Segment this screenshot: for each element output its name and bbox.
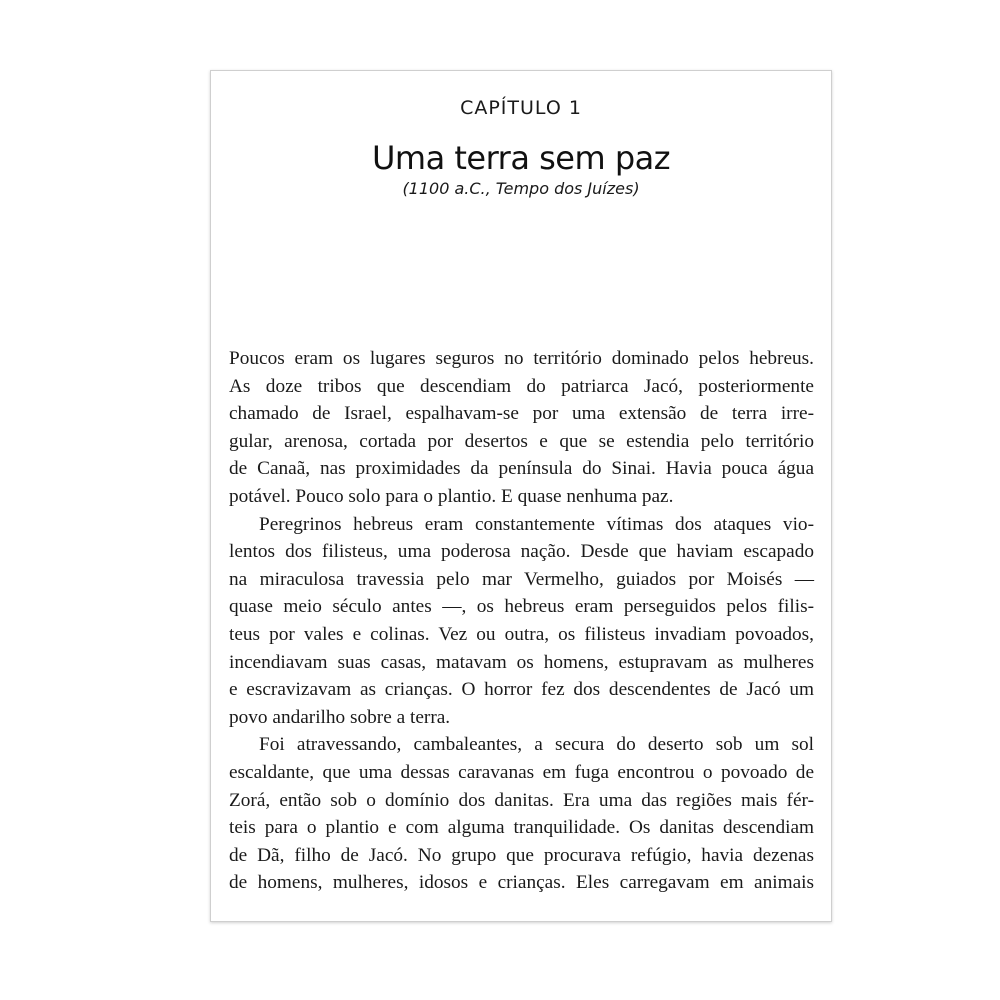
body-line: teus por vales e colinas. Vez ou outra, os filisteus invadiam povoados, — [229, 623, 814, 645]
body-line: potável. Pouco solo para o plantio. E quase nenhuma paz. — [229, 485, 674, 507]
body-line: escaldante, que uma dessas caravanas em fuga encontrou o povoado de — [229, 761, 814, 783]
chapter-subtitle: (1100 a.C., Tempo dos Juízes) — [402, 179, 640, 198]
body-line: Peregrinos hebreus eram constantemente vítimas dos ataques vio- — [259, 513, 814, 535]
body-line: na miraculosa travessia pelo mar Vermelho, guiados por Moisés — — [229, 568, 814, 590]
body-line: chamado de Israel, espalhavam-se por uma extensão de terra irre- — [229, 403, 814, 425]
body-line: incendiavam suas casas, matavam os homens, estupravam as mulheres — [229, 651, 814, 673]
chapter-title: Uma terra sem paz — [371, 139, 671, 177]
chapter-body — [229, 345, 814, 897]
body-line: e escravizavam as crianças. O horror fez dos descendentes de Jacó um — [229, 679, 814, 701]
body-line: gular, arenosa, cortada por desertos e que se estendia pelo território — [229, 430, 814, 452]
body-line: Poucos eram os lugares seguros no território dominado pelos hebreus. — [229, 348, 814, 369]
body-line: de Dã, filho de Jacó. No grupo que procurava refúgio, havia dezenas — [229, 844, 814, 866]
body-line: teis para o plantio e com alguma tranquilidade. Os danitas descendiam — [229, 817, 814, 839]
body-line: Zorá, então sob o domínio dos danitas. Era uma das regiões mais fér- — [229, 789, 814, 811]
body-line: lentos dos filisteus, uma poderosa nação. Desde que haviam escapado — [229, 541, 814, 563]
book-page — [210, 70, 832, 922]
body-line: povo andarilho sobre a terra. — [229, 706, 451, 728]
body-line: de homens, mulheres, idosos e crianças. Eles carregavam em animais — [229, 872, 814, 894]
chapter-label: CAPÍTULO 1 — [460, 97, 582, 119]
body-line: de Canaã, nas proximidades da península do Sinai. Havia pouca água — [229, 458, 814, 480]
body-line: quase meio século antes —, os hebreus eram perseguidos pelos filis- — [229, 596, 814, 618]
body-line: As doze tribos que descendiam do patriarca Jacó, posteriormente — [229, 375, 814, 397]
body-line: Foi atravessando, cambaleantes, a secura do deserto sob um sol — [259, 734, 814, 756]
